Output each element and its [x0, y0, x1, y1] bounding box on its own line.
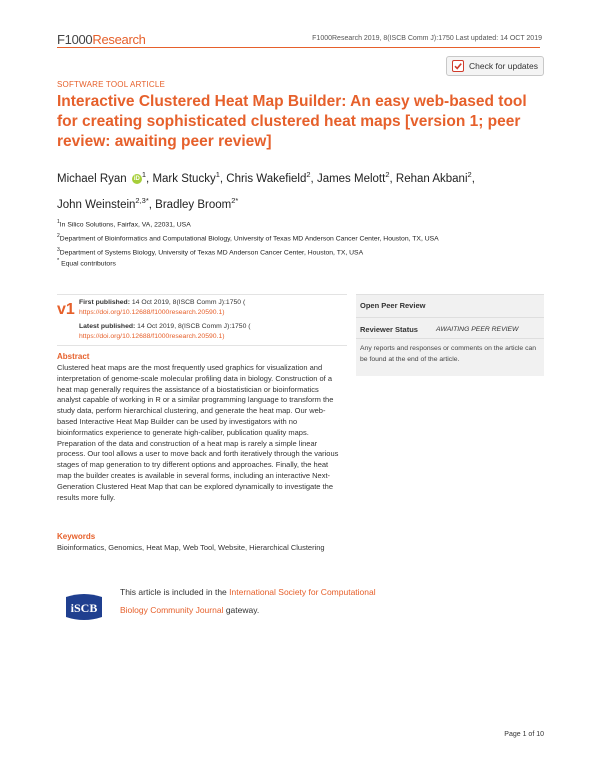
- peer-review-title: Open Peer Review: [360, 301, 426, 310]
- version-box: [57, 294, 347, 346]
- author-name[interactable]: Chris Wakefield: [226, 172, 307, 185]
- journal-logo: [57, 32, 146, 47]
- reviewer-status-value: AWAITING PEER REVIEW: [436, 326, 519, 333]
- panel-divider: [356, 338, 544, 339]
- affiliation-item: $^3$Department of Systems Biology, University of Texas MD Anderson Cancer Center, Houston, TX, USA: [57, 246, 364, 256]
- equal-contributors-note: * Equal contributors: [57, 258, 116, 268]
- iscb-logo[interactable]: [62, 593, 106, 621]
- abstract-heading: Abstract: [57, 352, 90, 361]
- author-affiliation-marker: 2*: [231, 195, 239, 205]
- author-affiliation-marker: 2: [467, 170, 472, 179]
- author-affiliation-marker: 2,3*: [135, 195, 149, 205]
- check-updates-label: Check for updates: [469, 61, 538, 71]
- first-published: First published: 14 Oct 2019, 8(ISCB Comm J):1750 ( https://doi.org/10.12688/f1000research.20590.1): [79, 299, 246, 316]
- author-name[interactable]: James Melott: [316, 172, 386, 185]
- peer-review-note: Any reports and responses or comments on the article can be found at the end of the article.: [360, 345, 537, 363]
- panel-divider: [356, 317, 544, 318]
- author-name[interactable]: Rehan Akbani: [395, 172, 468, 185]
- author-name[interactable]: Michael Ryan: [57, 172, 127, 185]
- affiliation-list: [57, 217, 439, 258]
- article-title: Interactive Clustered Heat Map Builder: An easy web-based tool for creating sophisticated clustered heat maps [version 1; peer review: awaiting peer review]: [57, 93, 527, 150]
- reviewer-status-label: Reviewer Status: [360, 325, 418, 334]
- author-affiliation-marker: 1: [215, 170, 220, 179]
- gateway-note: This article is included in the International Society for Computational Biology Community Journal gateway.: [120, 587, 376, 615]
- page-number: Page 1 of 10: [504, 731, 544, 738]
- open-peer-review-panel: [356, 294, 544, 376]
- check-for-updates-button[interactable]: [446, 56, 544, 76]
- keywords-heading: Keywords: [57, 532, 96, 541]
- version-label: v1: [57, 301, 75, 318]
- article-type: SOFTWARE TOOL ARTICLE: [57, 80, 166, 89]
- author-affiliation-marker: 2: [385, 170, 390, 179]
- first-published-doi-link[interactable]: https://doi.org/10.12688/f1000research.20590.1): [79, 309, 225, 316]
- author-list: Michael Ryan iD $^1$, Mark Stucky$^1$, Chris Wakefield$^2$, James Melott$^2$, Rehan Akbani$^2$, John Weinstein$^{2,3*}$, Bradley Broom$^{2*}$: [57, 170, 475, 211]
- author-affiliation-marker: 2: [306, 170, 311, 179]
- author-affiliation-marker: 1: [141, 170, 147, 179]
- logo-prefix: F1000: [57, 32, 93, 47]
- logo-brand: Research: [92, 32, 146, 47]
- latest-published-doi-link[interactable]: https://doi.org/10.12688/f1000research.20590.1): [79, 333, 225, 340]
- affiliation-item: $^2$Department of Bioinformatics and Computational Biology, University of Texas MD Anderson Cancer Center, Houston, TX, USA: [57, 232, 439, 243]
- keywords-text: Bioinformatics, Genomics, Heat Map, Web Tool, Website, Hierarchical Clustering: [57, 543, 325, 552]
- iscb-logo-text: iSCB: [70, 601, 98, 615]
- header-divider: [57, 47, 540, 48]
- affiliation-item: $^1$In Silico Solutions, Fairfax, VA, 22031, USA: [57, 219, 191, 229]
- author-name[interactable]: Bradley Broom: [155, 198, 232, 211]
- abstract-text: Clustered heat maps are the most frequently used graphics for visualization and interpretation of genome-scale molecular profiling data in biology. Construction of a heat map generally requires the assistance of a biostatistician or bioinformatics analyst capable of working in R or a similar programming language to transform the study data, perform hierarchical clustering, and generate the heat map. Our web-based Interactive Heat Map Builder can be used by investigators with no bioinformatics experience to generate high-caliber, publication quality maps. Preparation of the data and construction of a heat map is rarely a simple linear process. Our tool allows a user to move back and forth iteratively through the various stages of map generation to try different options and approaches. Finally, the heat map the builder creates is available in several forms, including an interactive Next-Generation Clustered Heat Map that can be explored dynamically to investigate the results more fully.: [57, 363, 339, 502]
- check-updates-icon: [452, 60, 464, 72]
- author-name[interactable]: John Weinstein: [57, 198, 136, 211]
- citation-line: F1000Research 2019, 8(ISCB Comm J):1750 Last updated: 14 OCT 2019: [312, 35, 542, 42]
- author-name[interactable]: Mark Stucky: [152, 172, 216, 185]
- gateway-link[interactable]: International Society for Computational Biology Community Journal: [120, 587, 376, 615]
- latest-published: Latest published: 14 Oct 2019, 8(ISCB Comm J):1750 ( https://doi.org/10.12688/f1000research.20590.1): [79, 323, 251, 340]
- orcid-icon[interactable]: iD: [133, 175, 140, 182]
